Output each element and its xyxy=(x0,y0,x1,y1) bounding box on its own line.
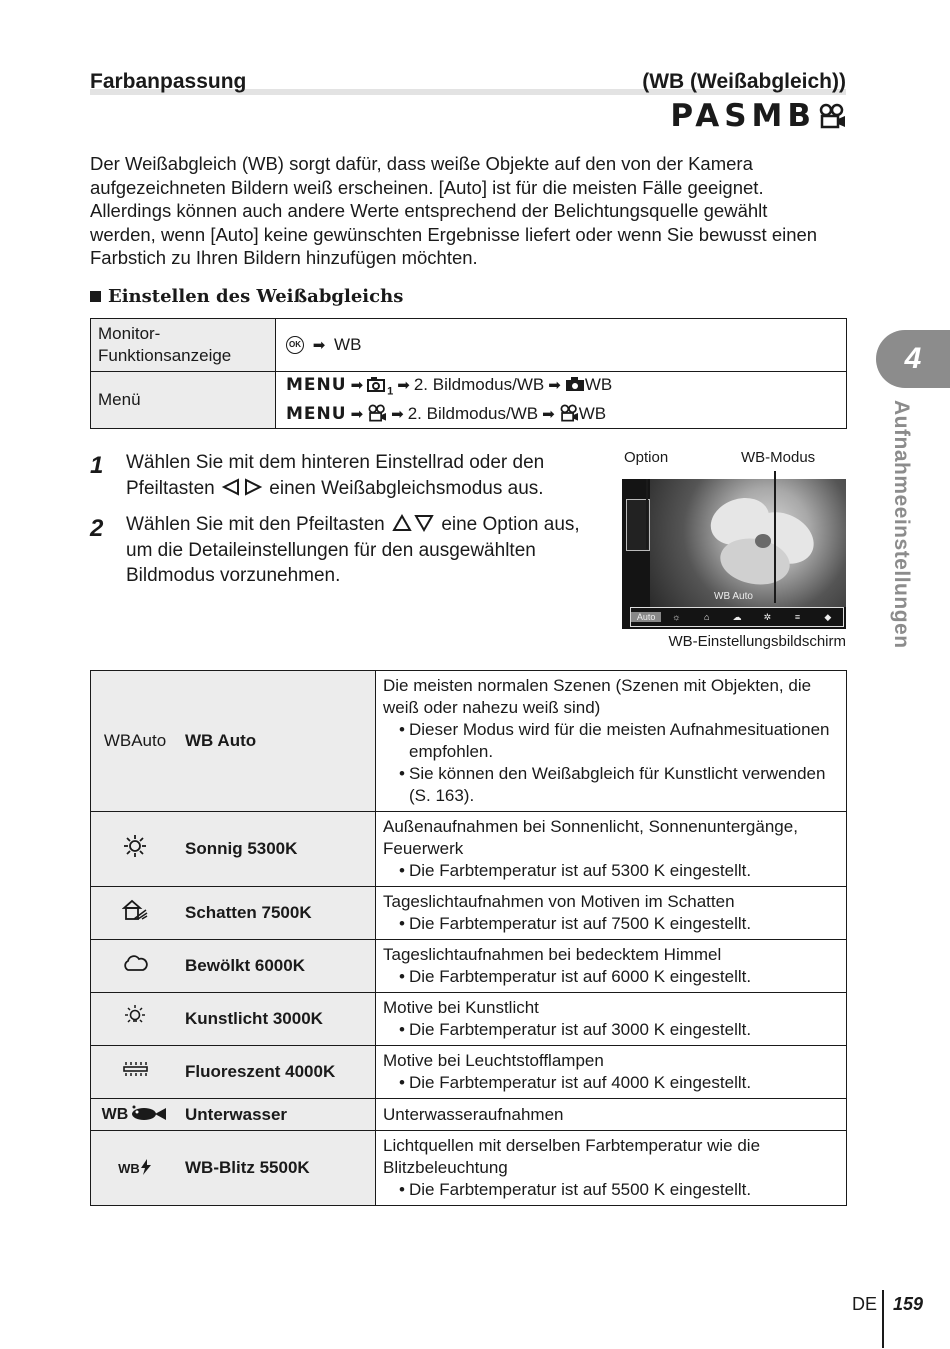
mode-name: Schatten 7500K xyxy=(179,887,376,940)
monitor-value-text: WB xyxy=(334,334,362,354)
left-right-arrows-icon xyxy=(220,478,264,496)
figure-label-mode: WB-Modus xyxy=(741,449,816,466)
camera-screen xyxy=(622,479,846,629)
figure-caption: WB-Einstellungsbildschirm xyxy=(668,633,846,650)
table-row xyxy=(91,1099,847,1131)
menu-path-2 xyxy=(286,403,836,426)
table-row xyxy=(91,319,847,372)
mode-name: WB-Blitz 5500K xyxy=(179,1131,376,1206)
menu-end-1: WB xyxy=(584,375,613,395)
step-1-text: Wählen Sie mit dem hinteren Einstellrad oder den Pfeiltasten xyxy=(126,452,545,499)
mode-lead: Die meisten normalen Szenen (Szenen mit Objekten, die weiß oder nahezu weiß sind) xyxy=(383,676,812,717)
arrow-icon: ➡ xyxy=(350,377,364,395)
mode-lead: Lichtquellen mit derselben Farbtemperatur wie die Blitzbeleuchtung xyxy=(383,1136,761,1177)
mode-description xyxy=(376,671,847,812)
page-number: 159 xyxy=(893,1294,924,1314)
bulb-icon xyxy=(91,993,180,1046)
movie-icon xyxy=(367,404,387,422)
mode-name: Sonnig 5300K xyxy=(179,812,376,887)
flower-photo xyxy=(650,479,846,607)
mode-description xyxy=(376,993,847,1046)
wb-bar-shade-icon: ⌂ xyxy=(703,612,710,622)
mode-name: WB Auto xyxy=(179,671,376,812)
table-row xyxy=(91,372,847,429)
wb-bar-underwater-icon: ◆ xyxy=(824,611,832,622)
mode-name: Fluoreszent 4000K xyxy=(179,1046,376,1099)
mode-lead: Unterwasseraufnahmen xyxy=(383,1104,564,1124)
mode-name: Unterwasser xyxy=(179,1099,376,1131)
table-row xyxy=(91,993,847,1046)
shooting-modes xyxy=(670,98,846,134)
table-row xyxy=(91,812,847,887)
mode-bullet: • Die Farbtemperatur ist auf 3000 K eingestellt. xyxy=(383,1019,839,1041)
step-number-1: 1 xyxy=(90,452,104,479)
fluorescent-icon xyxy=(91,1046,180,1099)
table-row xyxy=(91,1046,847,1099)
wb-bar-cloud-icon: ☁ xyxy=(732,611,742,622)
wb-flash-icon: WB xyxy=(91,1131,180,1206)
page-title-right: (WB (Weißabgleich)) xyxy=(642,70,846,93)
arrow-icon: ➡ xyxy=(312,336,326,354)
movie-icon xyxy=(818,103,846,129)
up-down-arrows-icon xyxy=(390,514,436,532)
mode-bullet: • Die Farbtemperatur ist auf 6000 K eingestellt. xyxy=(383,966,839,988)
wb-bar-fluorescent-icon: ≡ xyxy=(794,612,801,622)
table-row xyxy=(91,887,847,940)
mode-bullet: • Die Farbtemperatur ist auf 7500 K eingestellt. xyxy=(383,913,839,935)
menu-sub: 1 xyxy=(387,385,394,398)
page-title: Farbanpassung xyxy=(90,70,247,93)
mode-lead: Tageslichtaufnahmen bei bedecktem Himmel xyxy=(383,945,722,964)
menu-word: MENU xyxy=(286,375,347,396)
movie-icon xyxy=(559,404,579,422)
wb-mode-bar xyxy=(630,607,844,627)
intro-text: Der Weißabgleich (WB) sorgt dafür, dass weiße Objekte auf den von der Kamera aufgezeichneten Bildern weiß erscheinen. [Auto] ist für die meisten Fälle geeignet. Allerdings können auch andere Werte entsprechend der Belichtungsquelle gewählt werden, wenn [Auto] keine gewünschten Ergebnisse liefert oder wenn Sie bewusst einen Farbstich zu Ihren Bildern hinzufügen möchten. xyxy=(90,153,818,268)
menu-label: Menü xyxy=(91,372,276,429)
menu-word: MENU xyxy=(286,403,347,424)
cloud-icon xyxy=(91,940,180,993)
mode-bullet: • Dieser Modus wird für die meisten Aufnahmesituationen empfohlen. xyxy=(383,719,839,763)
mode-bullet: • Sie können den Weißabgleich für Kunstlicht verwenden (S. 163). xyxy=(383,763,839,807)
shade-icon xyxy=(91,887,180,940)
square-bullet-icon xyxy=(90,291,101,302)
step-text-2 xyxy=(126,512,596,589)
mode-lead: Motive bei Kunstlicht xyxy=(383,998,539,1017)
wb-modes-table xyxy=(90,670,847,1206)
subheading-text: Einstellen des Weißabgleichs xyxy=(108,286,404,307)
mode-bullet: • Die Farbtemperatur ist auf 5300 K eingestellt. xyxy=(383,860,839,882)
step-2-text: Wählen Sie mit den Pfeiltasten xyxy=(126,514,385,535)
chapter-title: Aufnahmeeinstellungen xyxy=(890,400,913,649)
mode-description xyxy=(376,887,847,940)
modes-letters: PASMB xyxy=(670,98,816,134)
mode-description xyxy=(376,1131,847,1206)
footer-rule xyxy=(882,1290,884,1348)
monitor-label: Monitor-Funktionsanzeige xyxy=(91,319,276,372)
monitor-value xyxy=(276,319,847,372)
camera-filled-icon xyxy=(565,376,585,392)
subheading xyxy=(90,286,403,307)
arrow-icon: ➡ xyxy=(350,405,364,423)
wb-bar-sun-icon: ☼ xyxy=(672,612,681,622)
leader-line-option xyxy=(646,479,648,549)
mode-lead: Tageslichtaufnahmen von Motiven im Schatten xyxy=(383,892,735,911)
screen-mode-text: WB Auto xyxy=(714,591,753,602)
arrow-icon: ➡ xyxy=(542,405,555,423)
arrow-icon: ➡ xyxy=(391,405,404,423)
menu-step-1: 2. Bildmodus/WB xyxy=(413,375,545,395)
step-2-text-after: eine Option aus, um die Detaileinstellungen für den ausgewählten Bildmodus vorzunehmen. xyxy=(126,514,580,586)
wb-bar-auto: Auto xyxy=(631,612,661,622)
wb-auto-icon: WBAuto xyxy=(91,671,180,812)
menu-path-1 xyxy=(286,374,836,402)
footer-language: DE xyxy=(852,1294,878,1314)
mode-name: Bewölkt 6000K xyxy=(179,940,376,993)
wb-bar-bulb-icon: ✲ xyxy=(763,611,772,622)
chapter-tab: 4 xyxy=(876,330,950,388)
step-1-text-after: einen Weißabgleichsmodus aus. xyxy=(269,477,544,499)
table-row xyxy=(91,940,847,993)
mode-description xyxy=(376,1099,847,1131)
mode-name: Kunstlicht 3000K xyxy=(179,993,376,1046)
step-text-1 xyxy=(126,450,596,501)
mode-description xyxy=(376,1046,847,1099)
arrow-icon: ➡ xyxy=(397,377,410,395)
mode-lead: Motive bei Leuchtstofflampen xyxy=(383,1051,604,1070)
menu-step-2: 2. Bildmodus/WB xyxy=(407,403,539,423)
table-row xyxy=(91,1131,847,1206)
mode-description xyxy=(376,940,847,993)
access-table xyxy=(90,318,847,429)
arrow-icon: ➡ xyxy=(548,377,561,395)
mode-description xyxy=(376,812,847,887)
leader-line-mode xyxy=(774,471,776,603)
ok-button-icon: OK xyxy=(286,336,304,354)
sun-icon xyxy=(91,812,180,887)
menu-value xyxy=(276,372,847,429)
underwater-icon: WB xyxy=(91,1099,180,1131)
step-number-2: 2 xyxy=(90,515,104,542)
camera-icon xyxy=(367,376,387,392)
mode-bullet: • Die Farbtemperatur ist auf 5500 K eingestellt. xyxy=(383,1179,839,1201)
mode-lead: Außenaufnahmen bei Sonnenlicht, Sonnenuntergänge, Feuerwerk xyxy=(383,817,798,858)
mode-bullet: • Die Farbtemperatur ist auf 4000 K eingestellt. xyxy=(383,1072,839,1094)
menu-end-2: WB xyxy=(578,403,607,423)
table-row xyxy=(91,671,847,812)
figure-label-option: Option xyxy=(624,449,669,466)
